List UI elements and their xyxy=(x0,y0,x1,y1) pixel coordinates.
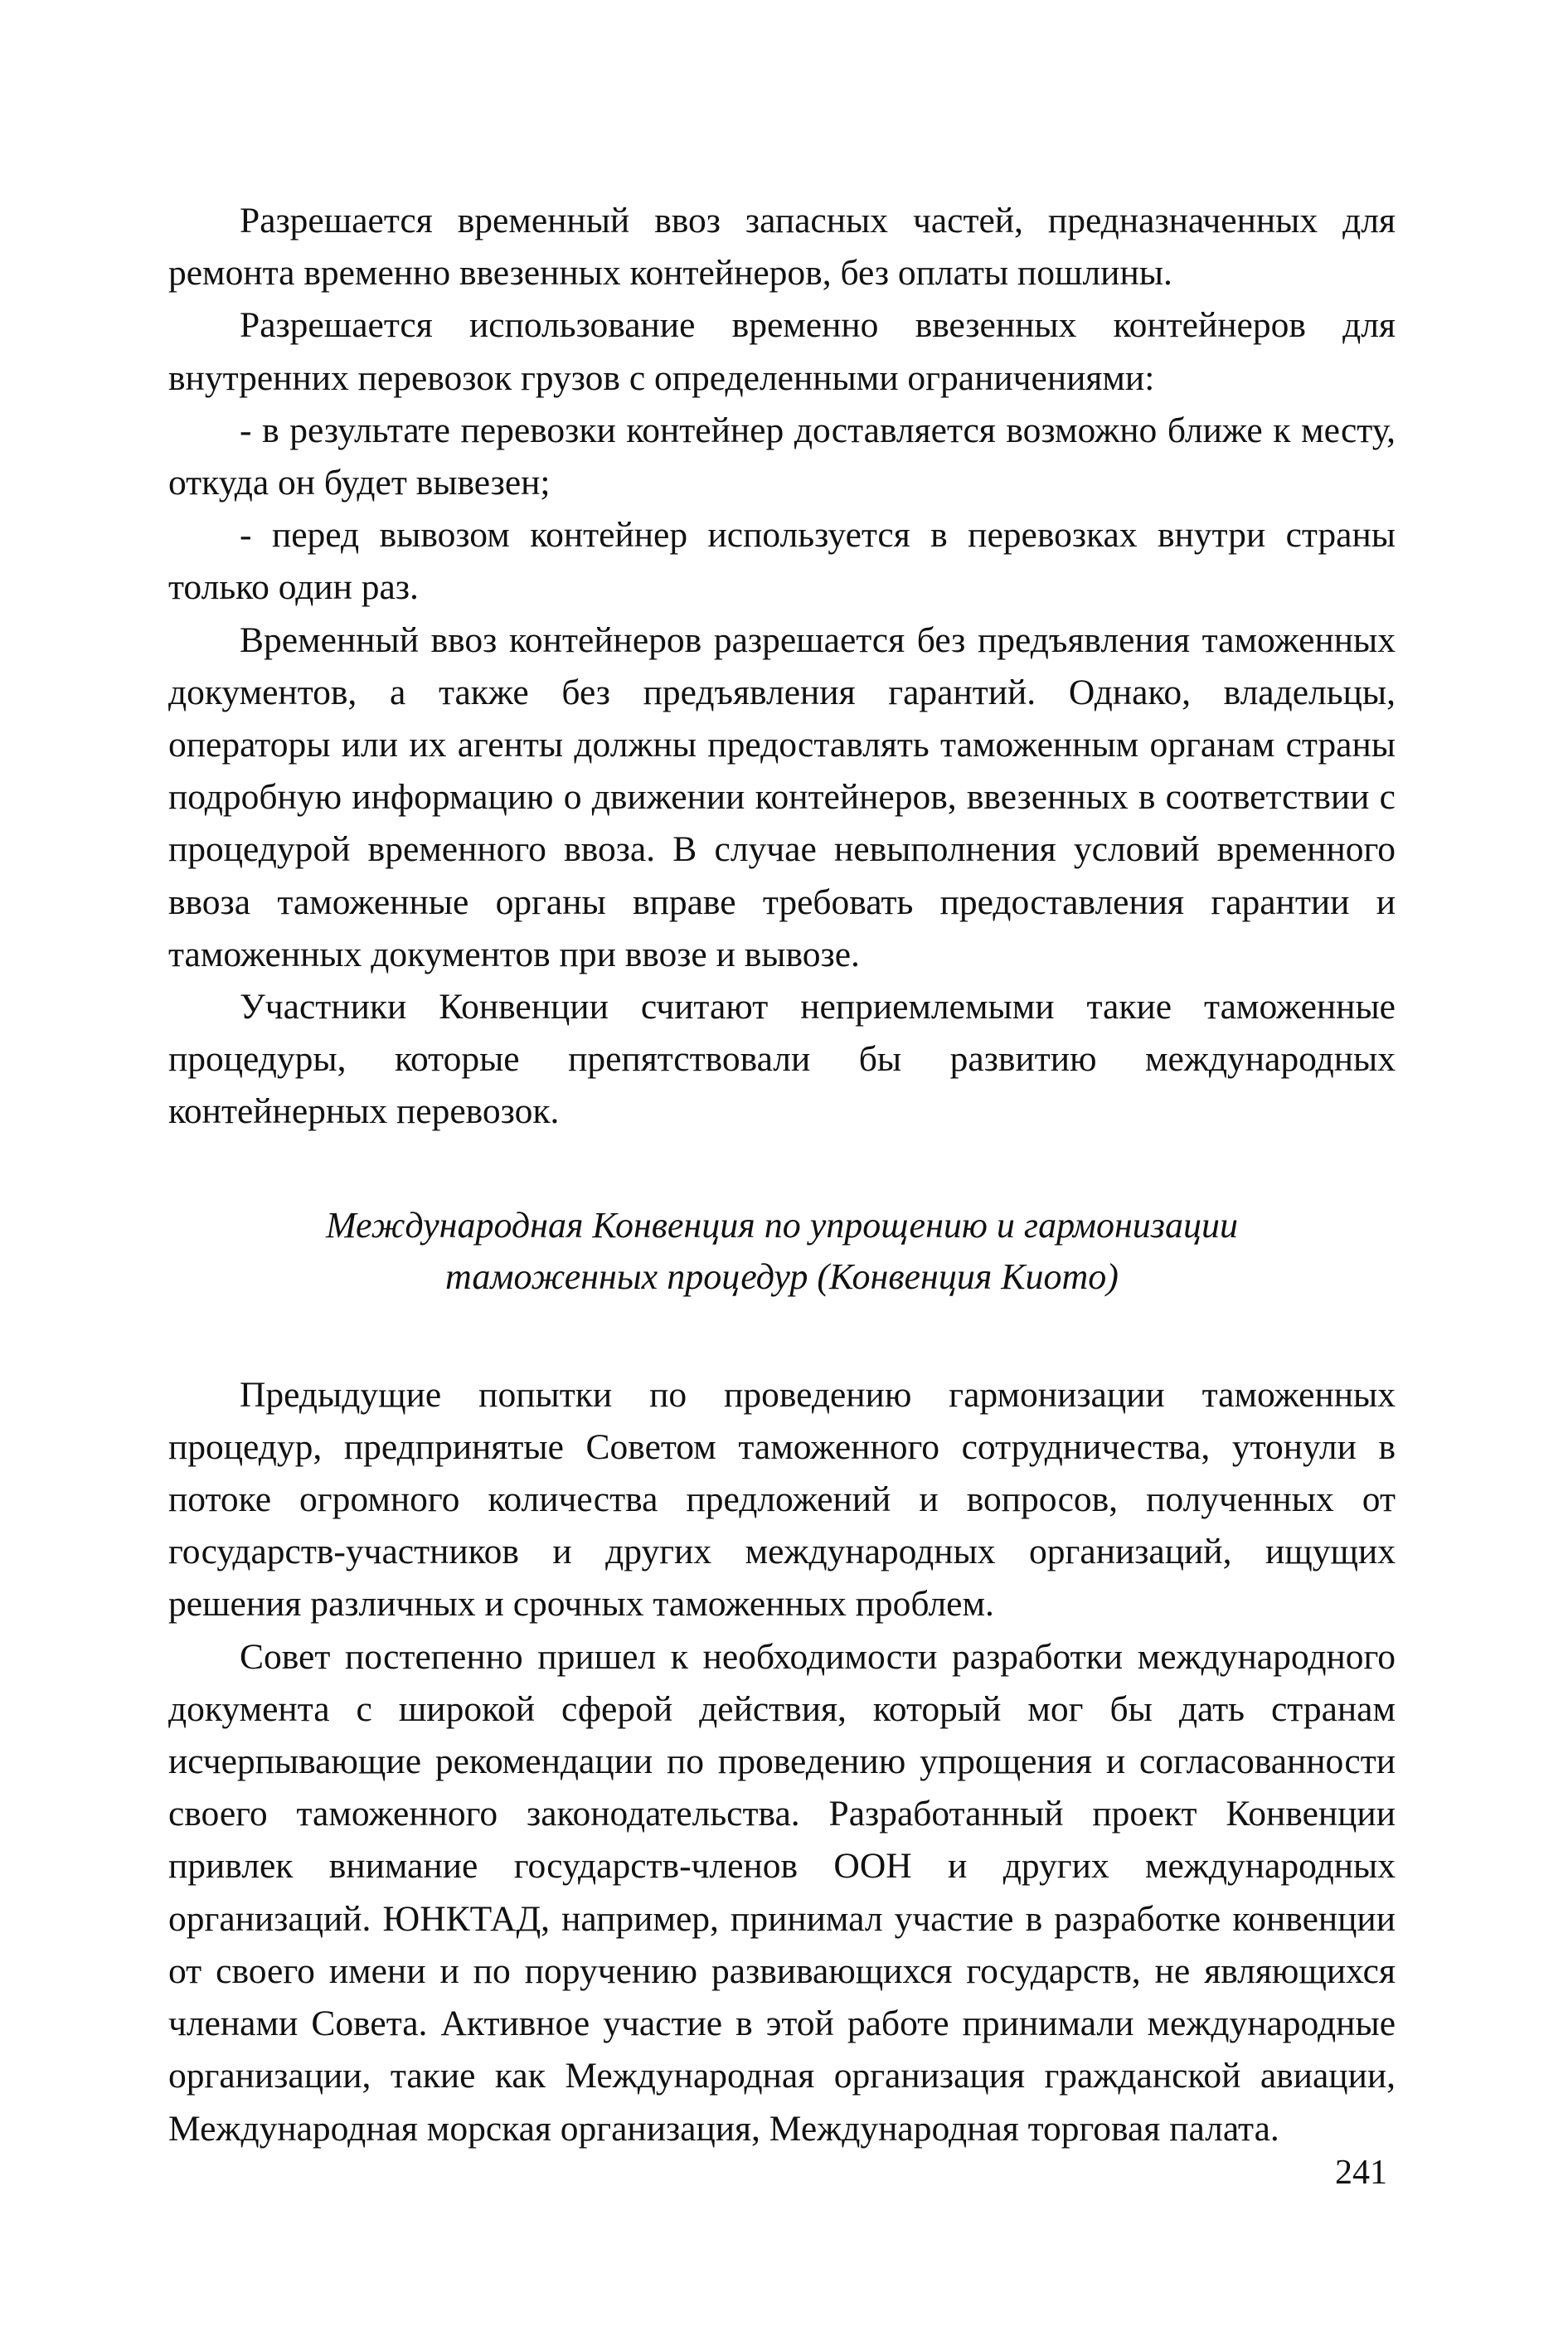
paragraph-internal-use: Разрешается использование временно ввезенных контейнеров для внутренних перевозок грузов с определенными ограничениями: xyxy=(168,305,1396,398)
section-title-line-2: таможенных процедур (Конвенция Киото) xyxy=(445,1256,1119,1297)
document-page xyxy=(168,195,1396,2155)
paragraph-council: Совет постепенно пришел к необходимости разработки международного документа с широкой сферой действия, который мог бы дать странам исчерпывающие рекомендации по проведению упрощения и согласованности своего таможенного законодательства. Разработанный проект Конвенции привлек внимание государств-членов ООН и других международных организаций. ЮНКТАД, например, принимал участие в разработке конвенции от своего имени и по поручению развивающихся государств, не являющихся членами Совета. Активное участие в этой работе принимали международные организации, такие как Международная организация гражданской авиации, Международная морская организация, Международная торговая палата. xyxy=(168,1636,1396,2149)
list-item-single-use: - перед вывозом контейнер используется в перевозках внутри страны только один раз. xyxy=(168,515,1396,608)
list-item-delivery: - в результате перевозки контейнер доставляется возможно ближе к месту, откуда он будет вывезен; xyxy=(168,410,1396,503)
paragraph-previous-attempts: Предыдущие попытки по проведению гармонизации таможенных процедур, предпринятые Советом таможенного сотрудничества, утонули в потоке огромного количества предложений и вопросов, полученных от государств-участников и других международных организаций, ищущих решения различных и срочных таможенных проблем. xyxy=(168,1374,1396,1625)
paragraph-spare-parts: Разрешается временный ввоз запасных частей, предназначенных для ремонта временно ввезенных контейнеров, без оплаты пошлины. xyxy=(168,201,1396,294)
paragraph-participants: Участники Конвенции считают неприемлемыми такие таможенные процедуры, которые препятствовали бы развитию международных контейнерных перевозок. xyxy=(168,987,1396,1132)
section-title xyxy=(168,1200,1396,1303)
paragraph-temporary-import: Временный ввоз контейнеров разрешается без предъявления таможенных документов, а также без предъявления гарантий. Однако, владельцы, операторы или их агенты должны предоставлять таможенным органам страны подробную информацию о движении контейнеров, ввезенных в соответствии с процедурой временного ввоза. В случае невыполнения условий временного ввоза таможенные органы вправе требовать предоставления гарантии и таможенных документов при ввозе и вывозе. xyxy=(168,619,1396,974)
section-title-line-1: Международная Конвенция по упрощению и гармонизации xyxy=(326,1204,1238,1246)
page-number: 241 xyxy=(1335,2154,1387,2192)
